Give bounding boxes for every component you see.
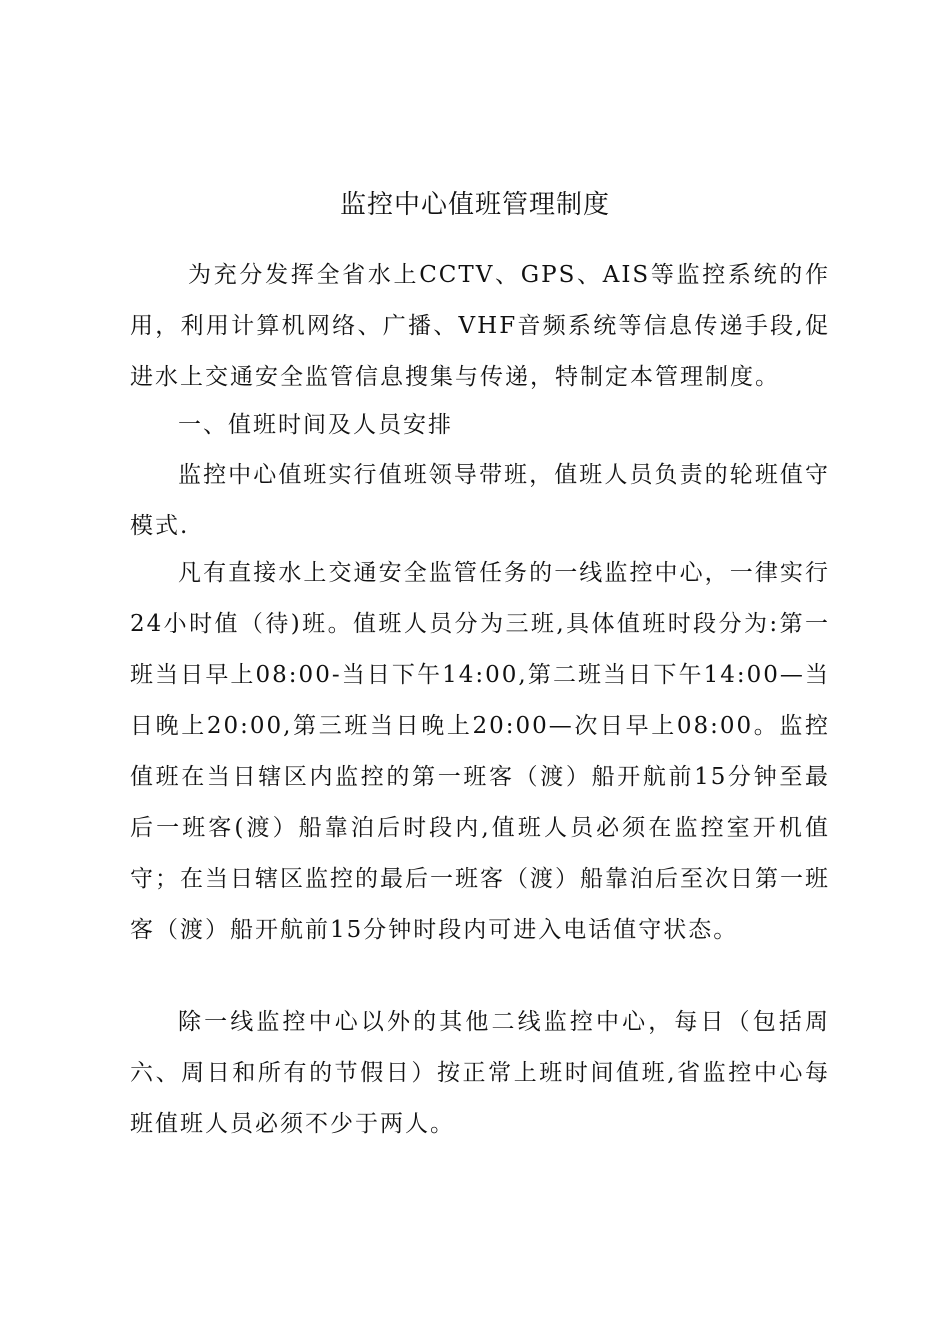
- intro-paragraph: 为充分发挥全省水上CCTV、GPS、AIS等监控系统的作用，利用计算机网络、广播、VHF音频系统等信息传递手段,促进水上交通安全监管信息搜集与传递，特制定本管理制度。: [130, 262, 830, 390]
- duty-mode-paragraph: 监控中心值班实行值班领导带班，值班人员负责的轮班值守模式.: [130, 462, 830, 539]
- secondary-center-paragraph: 除一线监控中心以外的其他二线监控中心，每日（包括周六、周日和所有的节假日）按正常上班时间值班,省监控中心每班值班人员必须不少于两人。: [130, 1009, 830, 1137]
- duty-shift-paragraph: 凡有直接水上交通安全监管任务的一线监控中心，一律实行24小时值（待)班。值班人员分为三班,具体值班时段分为:第一班当日早上08:00-当日下午14:00,第二班当日下午14:00—当日晚上20:00,第三班当日晚上20:00—次日早上08:00。监控值班在当日辖区内监控的第一班客（渡）船开航前15分钟至最后一班客(渡）船靠泊后时段内,值班人员必须在监控室开机值守；在当日辖区监控的最后一班客（渡）船靠泊后至次日第一班客（渡）船开航前15分钟时段内可进入电话值守状态。: [130, 560, 830, 943]
- section-heading: 一、值班时间及人员安排: [178, 412, 453, 438]
- document-title: 监控中心值班管理制度: [339, 190, 610, 220]
